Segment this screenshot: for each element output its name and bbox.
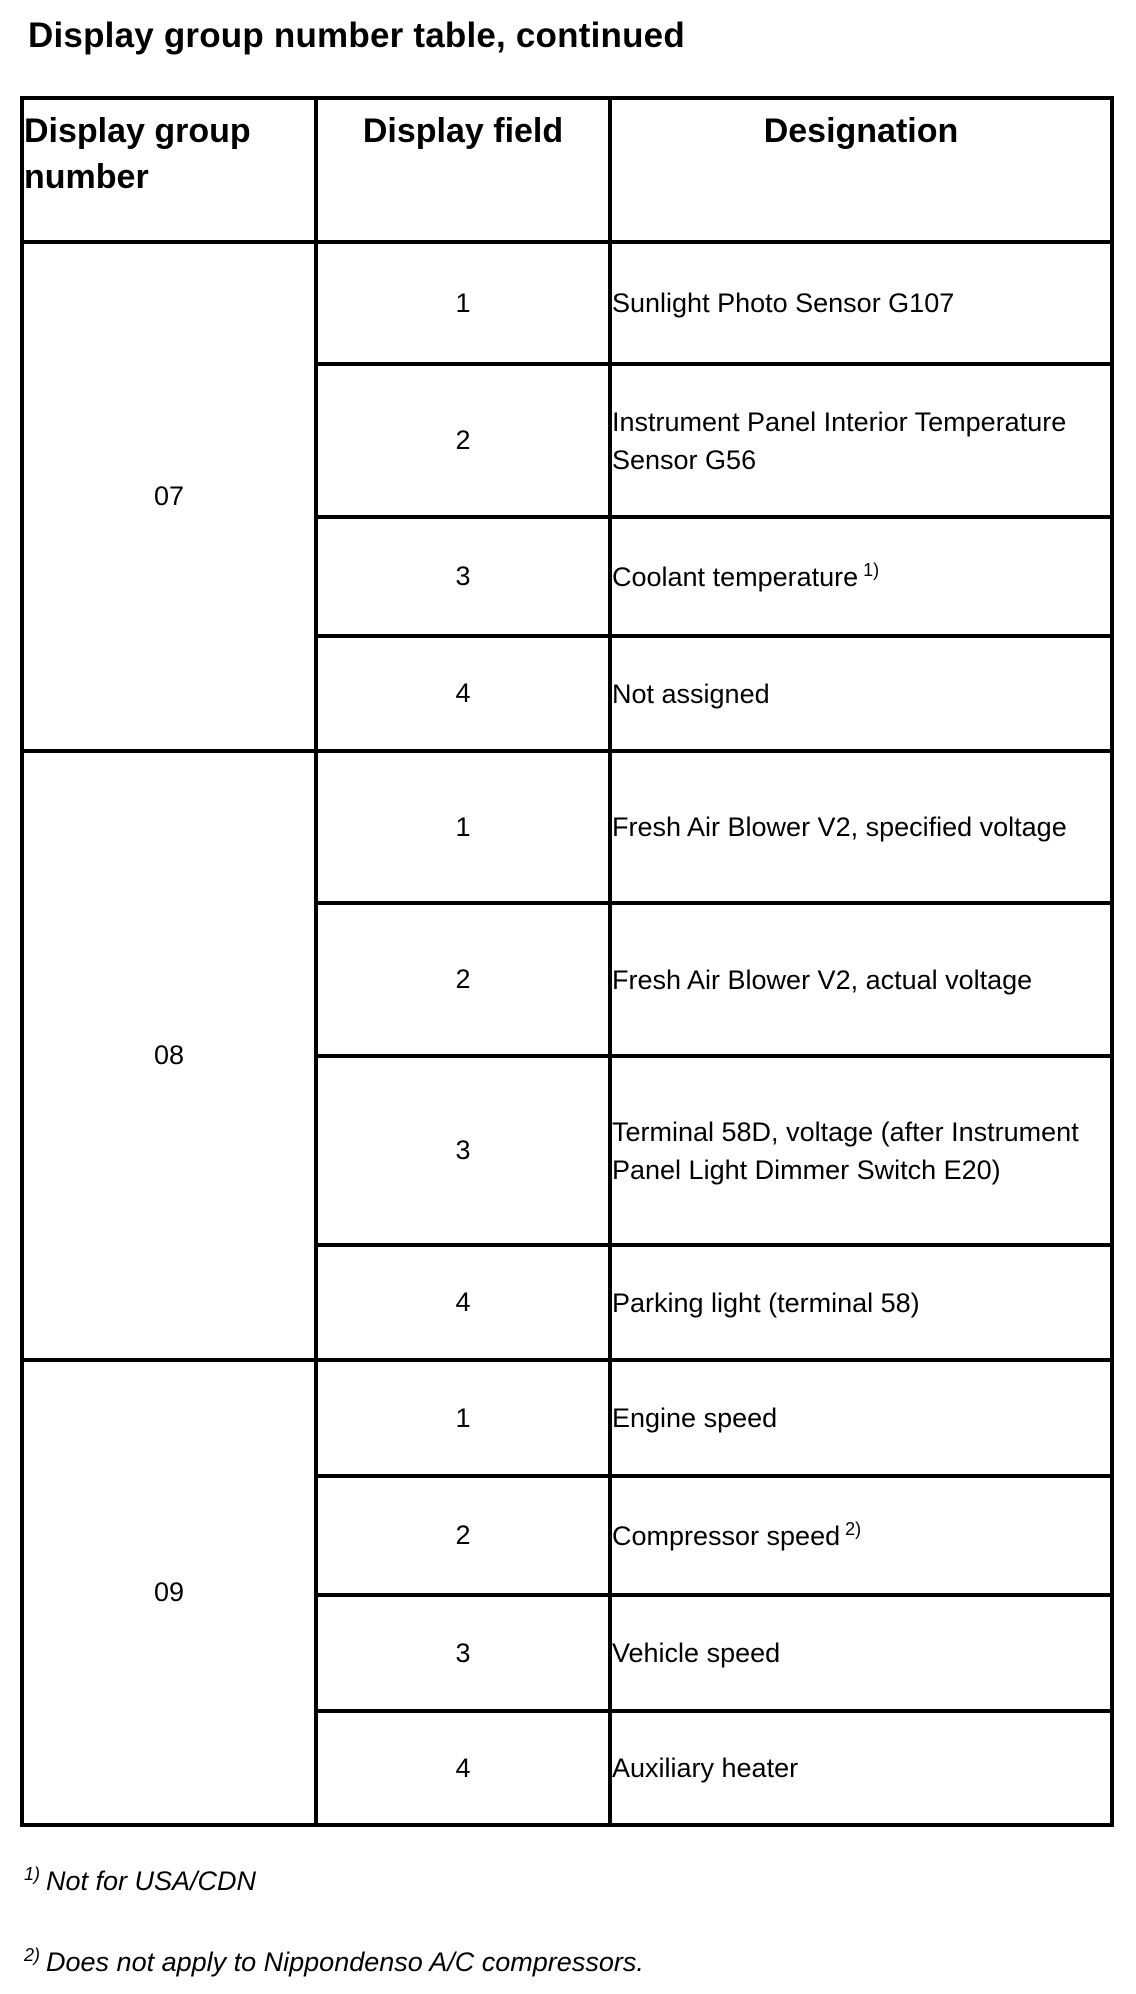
display-group-table (20, 96, 1114, 1827)
designation-cell (610, 242, 1112, 364)
field-cell: 4 (316, 1711, 610, 1825)
designation-cell (610, 1476, 1112, 1595)
header-display-field: Display field (316, 98, 610, 242)
table-row (22, 751, 1112, 903)
header-designation: Designation (610, 98, 1112, 242)
header-display-group-number: Display group number (22, 98, 316, 242)
group-number-cell: 09 (22, 1360, 316, 1825)
designation-cell (610, 751, 1112, 903)
designation-cell (610, 903, 1112, 1056)
group-number-cell: 07 (22, 242, 316, 751)
field-cell: 1 (316, 242, 610, 364)
footnote-ref: 1) (863, 559, 880, 580)
designation-text: Sunlight Photo Sensor G107 (612, 288, 955, 318)
designation-text: Vehicle speed (612, 1638, 781, 1668)
group-number-cell: 08 (22, 751, 316, 1360)
field-cell: 1 (316, 751, 610, 903)
designation-cell (610, 1711, 1112, 1825)
designation-cell (610, 636, 1112, 751)
field-cell: 4 (316, 1245, 610, 1360)
field-cell: 3 (316, 1595, 610, 1711)
designation-cell (610, 1056, 1112, 1245)
designation-cell (610, 517, 1112, 636)
designation-text: Terminal 58D, voltage (after Instrument Panel Light Dimmer Switch E20) (612, 1116, 1079, 1185)
designation-text: Not assigned (612, 678, 770, 709)
footnote-mark: 1) (24, 1864, 41, 1884)
field-cell: 2 (316, 364, 610, 517)
footnote-text: Does not apply to Nippondenso A/C compressors. (46, 1947, 644, 1977)
footnote-ref: 2) (845, 1518, 862, 1539)
designation-cell (610, 1595, 1112, 1711)
footnote-text: Not for USA/CDN (46, 1866, 257, 1896)
designation-text: Instrument Panel Interior Temperature Sensor G56 (612, 406, 1067, 475)
designation-text: Coolant temperature (612, 561, 859, 592)
designation-text: Parking light (terminal 58) (612, 1287, 920, 1318)
field-cell: 3 (316, 1056, 610, 1245)
field-cell: 1 (316, 1360, 610, 1476)
field-cell: 2 (316, 1476, 610, 1595)
designation-text: Auxiliary heater (612, 1753, 799, 1783)
field-cell: 3 (316, 517, 610, 636)
footnote-1 (24, 1866, 256, 1897)
footnote-2 (24, 1947, 644, 1978)
designation-text: Compressor speed (612, 1520, 841, 1551)
footnote-mark: 2) (24, 1945, 41, 1965)
field-cell: 2 (316, 903, 610, 1056)
table-row (22, 1360, 1112, 1476)
field-cell: 4 (316, 636, 610, 751)
page-title: Display group number table, continued (28, 16, 685, 55)
table-row (22, 242, 1112, 364)
designation-cell (610, 1245, 1112, 1360)
designation-text: Engine speed (612, 1403, 778, 1433)
table-header-row (22, 98, 1112, 242)
designation-cell (610, 364, 1112, 517)
designation-cell (610, 1360, 1112, 1476)
designation-text: Fresh Air Blower V2, specified voltage (612, 812, 1067, 842)
designation-text: Fresh Air Blower V2, actual voltage (612, 964, 1033, 995)
